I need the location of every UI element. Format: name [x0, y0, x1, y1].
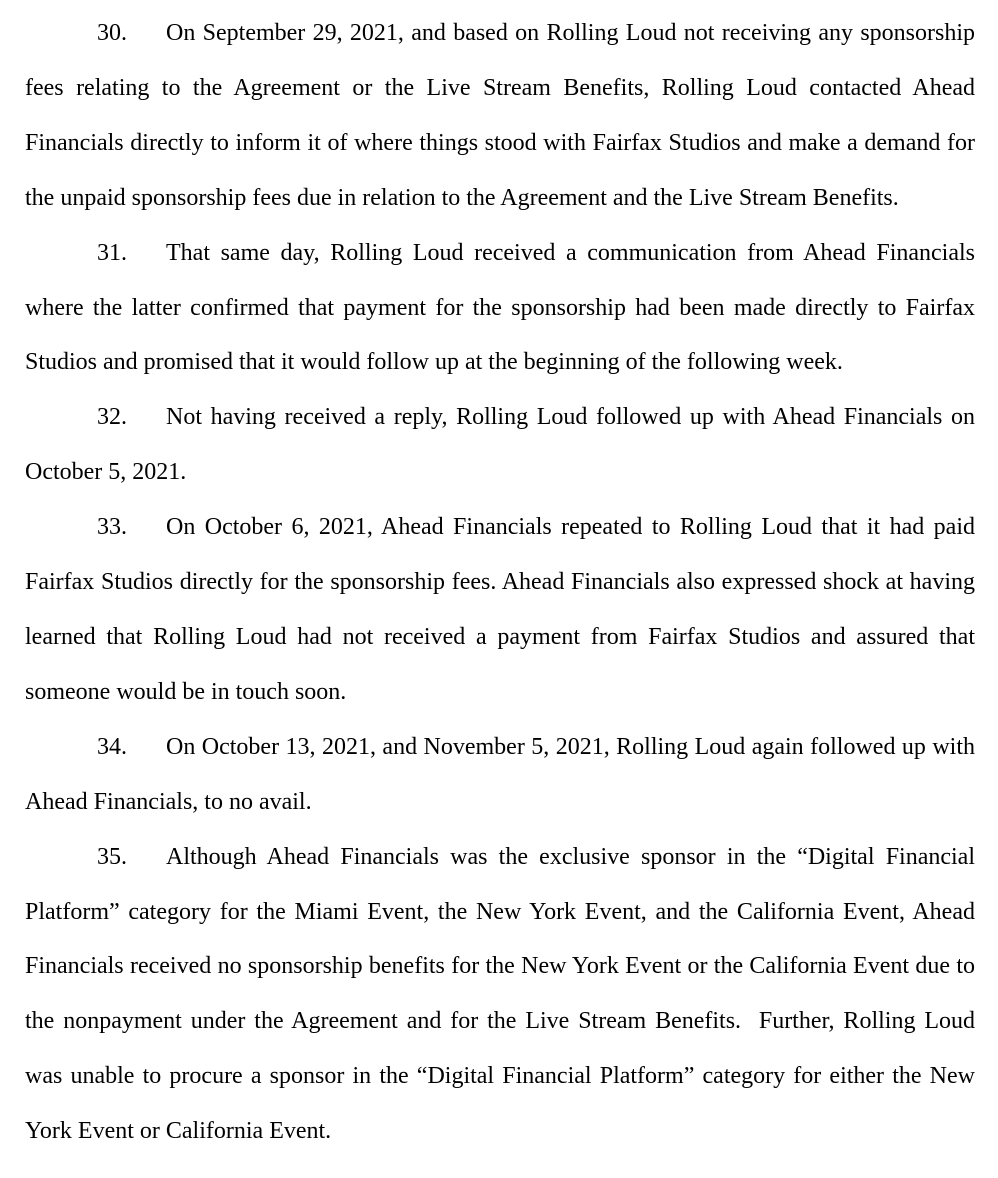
tab-spacer [127, 39, 166, 40]
tab-spacer [127, 863, 166, 864]
tab-spacer [127, 533, 166, 534]
paragraph-31-number: 31. [97, 239, 127, 266]
paragraph-30-text: On September 29, 2021, and based on Rolling Loud not receiving any sponsorship fees relating to the Agreement or the Live Stream Benefits, Rolling Loud contacted Ahead Financials directly to inform it of where things stood with Fairfax Studios and make a demand for the unpaid sponsorship fees due in relation to the Agreement and the Live Stream Benefits. [25, 20, 975, 211]
paragraph-32 [25, 390, 975, 500]
paragraph-30 [25, 6, 975, 226]
paragraph-33 [25, 500, 975, 720]
tab-spacer [127, 259, 166, 260]
paragraph-30-number: 30. [97, 20, 127, 46]
paragraph-33-text: On October 6, 2021, Ahead Financials repeated to Rolling Loud that it had paid Fairfax Studios directly for the sponsorship fees. Ahead Financials also expressed shock at having learned that Rolling Loud had not received a payment from Fairfax Studios and assured that someone would be in touch soon. [25, 514, 975, 705]
paragraph-32-text: Not having received a reply, Rolling Loud followed up with Ahead Financials on October 5, 2021. [25, 404, 975, 486]
paragraph-31-text: That same day, Rolling Loud received a communication from Ahead Financials where the latter confirmed that payment for the sponsorship had been made directly to Fairfax Studios and promised that it would follow up at the beginning of the following week. [25, 239, 975, 376]
paragraph-34-number: 34. [97, 733, 127, 760]
tab-spacer [127, 423, 166, 424]
paragraph-35-text: Although Ahead Financials was the exclusive sponsor in the “Digital Financial Platform” category for the Miami Event, the New York Event, and the California Event, Ahead Financials received no sponsorship benefits for the New York Event or the California Event due to the nonpayment under the Agreement and for the Live Stream Benefits. Further, Rolling Loud was unable to procure a sponsor in the “Digital Financial Platform” category for either the New York Event or California Event. [25, 843, 975, 1145]
paragraph-31 [25, 226, 975, 391]
paragraph-34 [25, 720, 975, 830]
paragraph-32-number: 32. [97, 404, 127, 431]
pleading-body [25, 0, 975, 1159]
paragraph-33-number: 33. [97, 514, 127, 541]
paragraph-34-text: On October 13, 2021, and November 5, 2021, Rolling Loud again followed up with Ahead Financials, to no avail. [25, 733, 975, 815]
paragraph-35-number: 35. [97, 843, 127, 870]
tab-spacer [127, 753, 166, 754]
paragraph-35 [25, 830, 975, 1159]
